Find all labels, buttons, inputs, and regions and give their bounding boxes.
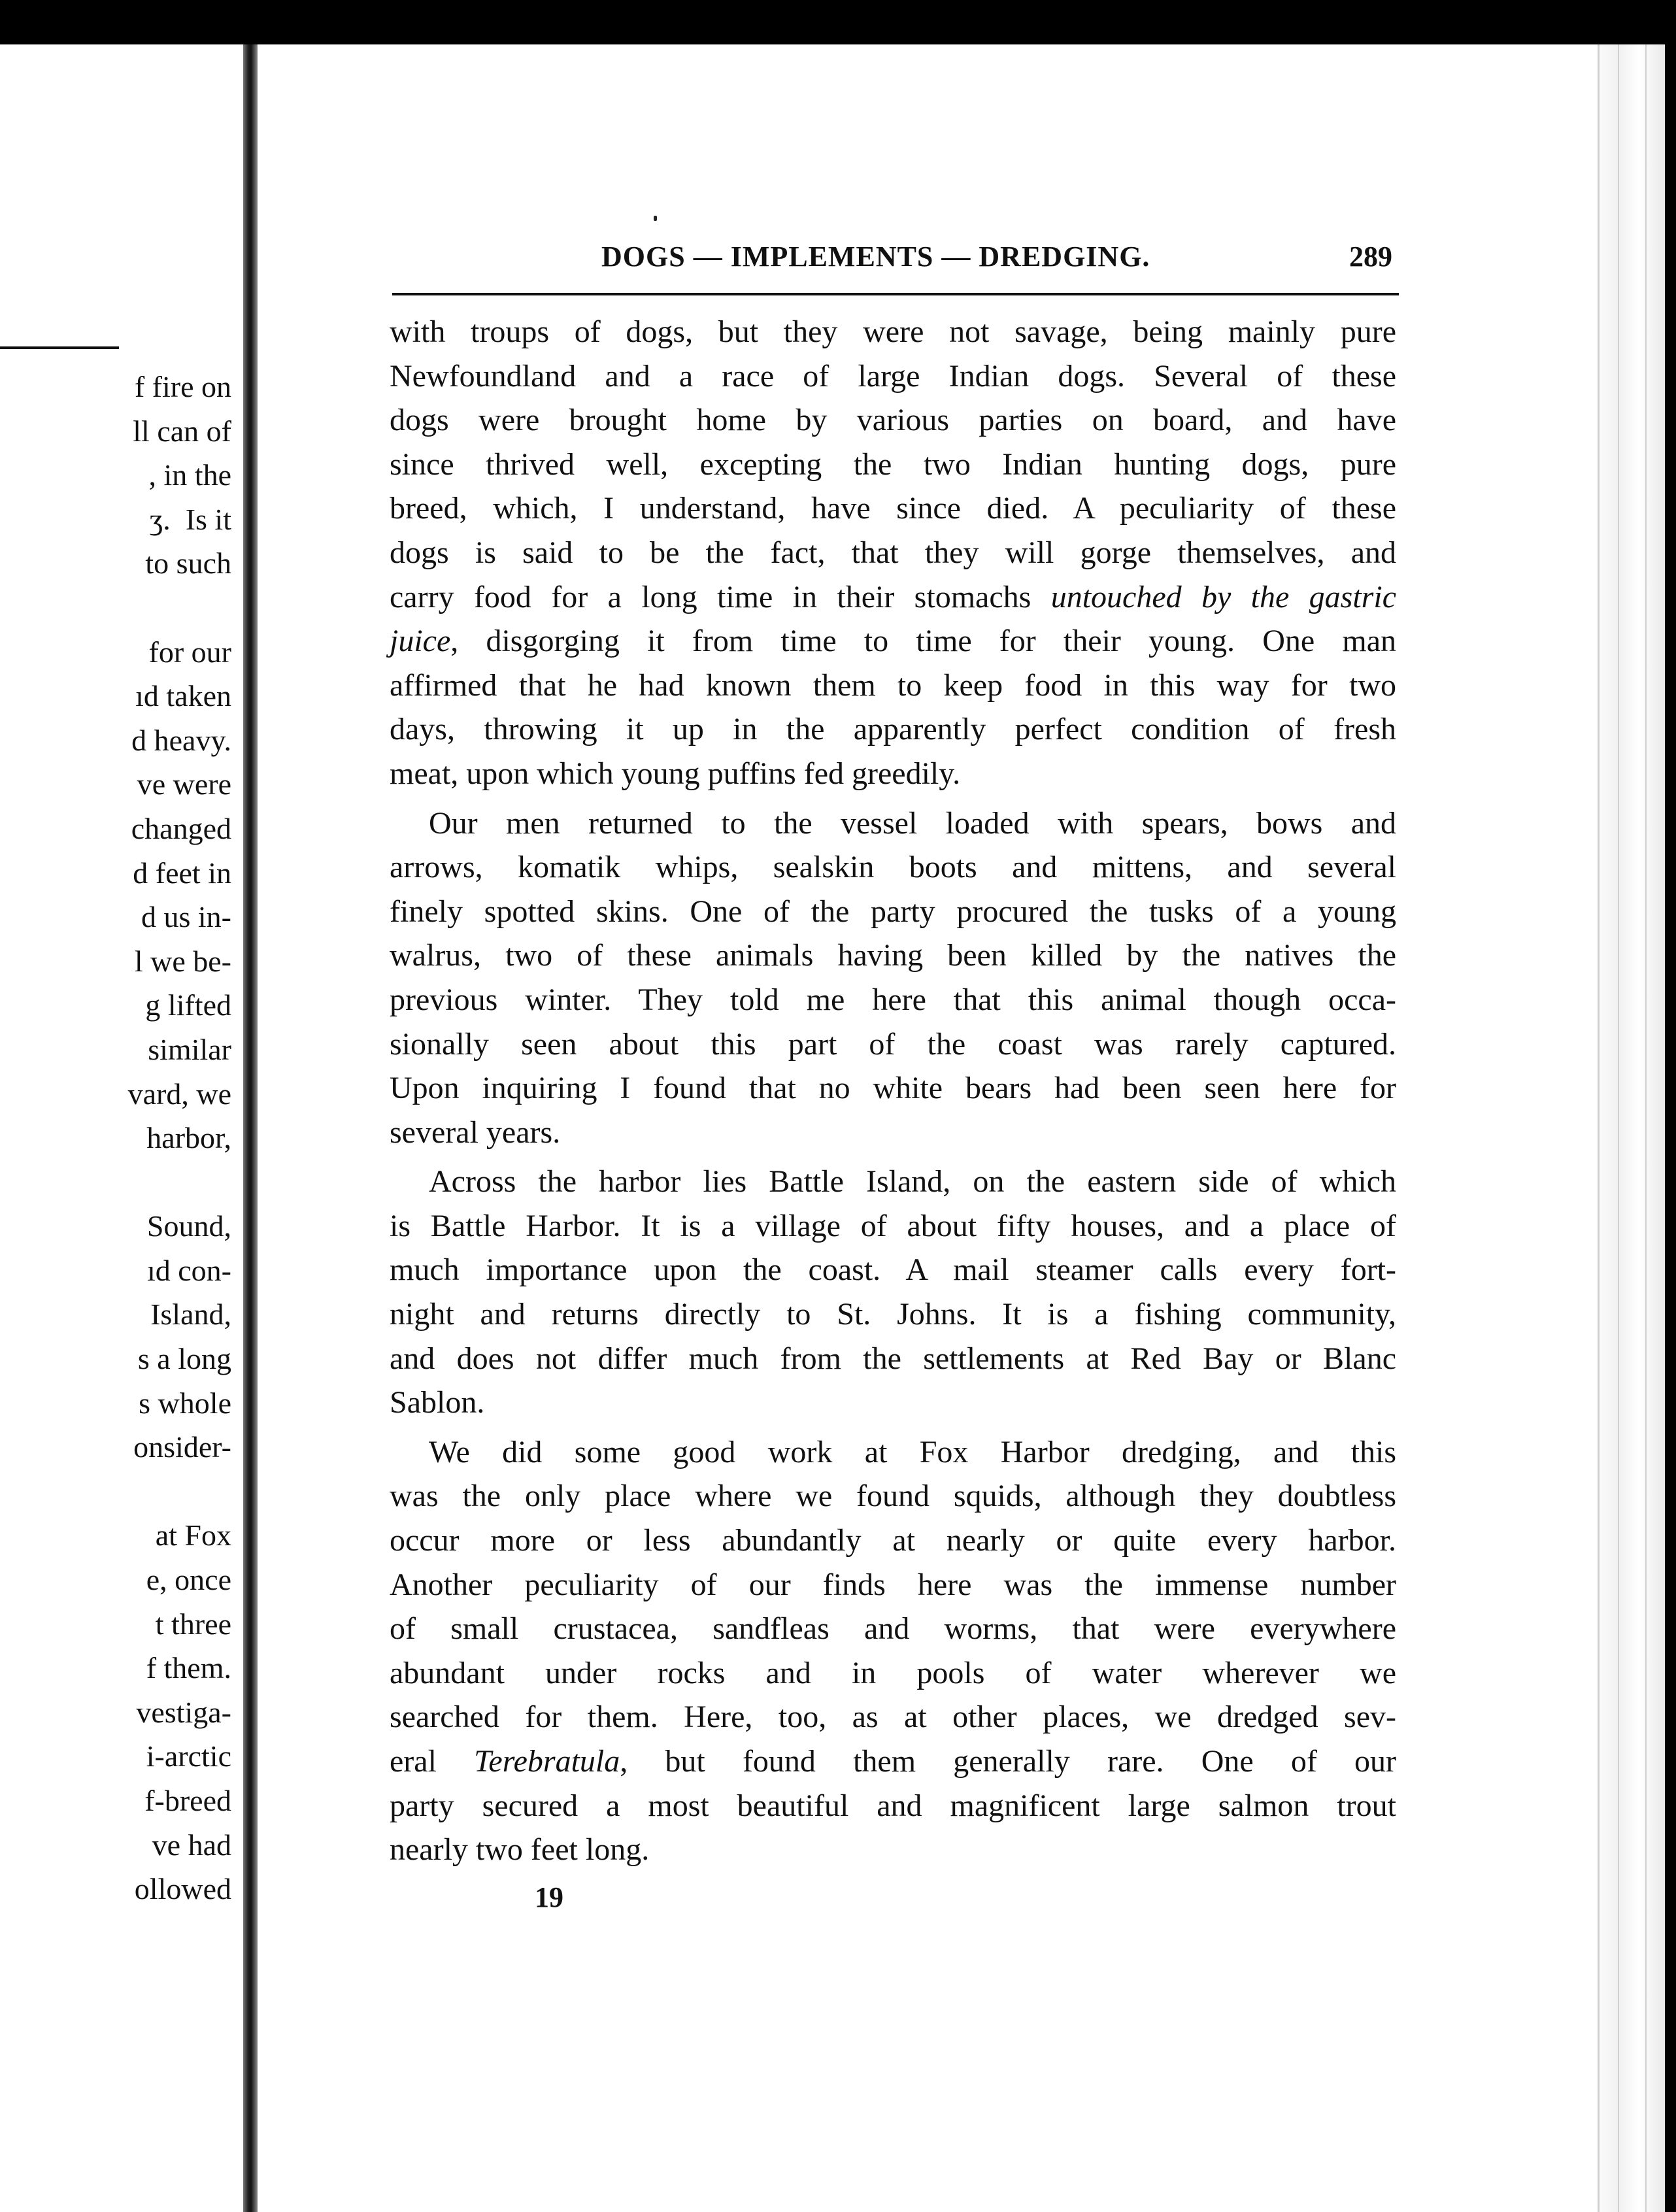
- facing-page-fragment: ollowed: [134, 1872, 231, 1906]
- paragraph-gap: [390, 1154, 1396, 1160]
- page-edge-line: [1618, 44, 1619, 2212]
- facing-page-fragment: onsider-: [133, 1430, 231, 1464]
- facing-page-fragment: ʒ. Is it: [149, 502, 231, 536]
- text-line: is Battle Harbor. It is a village of about fifty houses, and a place of: [390, 1208, 1396, 1243]
- text-line: several years.: [390, 1114, 561, 1150]
- text-line: finely spotted skins. One of the party procured the tusks of a young: [390, 894, 1396, 929]
- facing-page-fragment: [128, 1469, 231, 1514]
- text-line: eral Terebratula, but found them generally rare. One of our: [390, 1744, 1396, 1779]
- text-line: much importance upon the coast. A mail steamer calls every fort-: [390, 1252, 1396, 1288]
- text-line: Newfoundland and a race of large Indian dogs. Several of these: [390, 358, 1396, 394]
- text-line: days, throwing it up in the apparently perfect condition of fresh: [390, 712, 1396, 747]
- facing-page-fragment: vard, we: [127, 1077, 231, 1111]
- facing-page-fragment: [128, 586, 231, 630]
- scan-speck: [654, 216, 657, 221]
- signature-mark: 19: [535, 1881, 563, 1913]
- scan-top-border: [0, 0, 1676, 44]
- paragraph: [390, 801, 1396, 1155]
- facing-page-fragment: f fire on: [134, 370, 231, 403]
- text-line: of small crustacea, sandfleas and worms, that were everywhere: [390, 1611, 1396, 1647]
- text-line: Our men returned to the vessel loaded with spears, bows and: [429, 805, 1396, 841]
- facing-page-fragment: s a long: [137, 1342, 231, 1376]
- facing-page-fragment: d us in-: [141, 900, 231, 934]
- text-line: Across the harbor lies Battle Island, on the eastern side of which: [429, 1164, 1396, 1199]
- facing-page-fragment: vestiga-: [136, 1695, 231, 1729]
- paragraph: [390, 1430, 1396, 1872]
- text-line: affirmed that he had known them to keep food in this way for two: [390, 667, 1396, 703]
- facing-page-fragment: s whole: [139, 1386, 231, 1420]
- paragraph: [390, 310, 1396, 796]
- text-line: Another peculiarity of our finds here was the immense number: [390, 1567, 1396, 1602]
- paragraph-gap: [390, 796, 1396, 801]
- text-line: carry food for a long time in their stomachs untouched by the gastric: [390, 579, 1397, 614]
- facing-page-fragment: g lifted: [145, 988, 231, 1022]
- facing-page-fragment: , in the: [148, 458, 231, 492]
- text-line: with troups of dogs, but they were not savage, being mainly pure: [390, 314, 1396, 349]
- facing-page-fragment: [128, 1160, 231, 1205]
- italic-phrase: juice: [390, 624, 451, 659]
- facing-page-fragment: ıd con-: [146, 1253, 231, 1287]
- facing-page-fragment: i-arctic: [146, 1739, 231, 1773]
- facing-page-fragment: ve had: [152, 1828, 231, 1862]
- text-line: Sablon.: [390, 1385, 485, 1420]
- italic-phrase: Terebratula: [474, 1744, 620, 1779]
- running-head: [392, 235, 1399, 278]
- body-text: [390, 310, 1396, 1872]
- facing-page-fragment: t three: [155, 1607, 231, 1641]
- facing-page-left: [0, 44, 243, 2212]
- text-line: Upon inquiring I found that no white bears had been seen here for: [390, 1071, 1396, 1106]
- text-line: previous winter. They told me here that this animal though occa-: [390, 982, 1396, 1017]
- text-line: searched for them. Here, too, as at other places, we dredged sev-: [390, 1700, 1396, 1735]
- facing-page-fragment: d feet in: [133, 856, 231, 890]
- facing-page-fragment: f them.: [146, 1651, 231, 1685]
- facing-page-rule: [0, 346, 119, 349]
- text-line: nearly two feet long.: [390, 1832, 650, 1868]
- facing-page-fragment: harbor,: [146, 1121, 231, 1155]
- text-line: sionally seen about this part of the coast was rarely captured.: [390, 1026, 1396, 1062]
- text-line: walrus, two of these animals having been killed by the natives the: [390, 938, 1396, 973]
- text-line: party secured a most beautiful and magnificent large salmon trout: [390, 1788, 1396, 1823]
- facing-page-fragment: ll can of: [133, 414, 231, 448]
- facing-page-fragment: ve were: [137, 767, 231, 801]
- facing-page-text-fragments: [128, 365, 231, 1911]
- facing-page-fragment: changed: [131, 811, 231, 845]
- facing-page-fragment: for our: [148, 635, 231, 669]
- text-line: and does not differ much from the settlements at Red Bay or Blanc: [390, 1341, 1396, 1376]
- facing-page-fragment: d heavy.: [131, 723, 231, 757]
- text-line: juice, disgorging it from time to time for their young. One man: [390, 624, 1396, 659]
- text-line: meat, upon which young puffins fed greedily.: [390, 756, 961, 791]
- page-number: 289: [1349, 241, 1392, 273]
- facing-page-fragment: similar: [148, 1032, 231, 1066]
- page-edge-stack: [1598, 44, 1665, 2212]
- facing-page-fragment: Sound,: [146, 1209, 231, 1243]
- text-line: dogs is said to be the fact, that they will gorge themselves, and: [390, 535, 1396, 570]
- text-line: since thrived well, excepting the two Indian hunting dogs, pure: [390, 446, 1396, 482]
- text-line: night and returns directly to St. Johns. It is a fishing community,: [390, 1297, 1396, 1332]
- text-line: breed, which, I understand, have since died. A peculiarity of these: [390, 491, 1396, 526]
- facing-page-fragment: e, once: [146, 1563, 231, 1597]
- text-line: We did some good work at Fox Harbor dredging, and this: [429, 1434, 1396, 1469]
- facing-page-fragment: l we be-: [134, 944, 231, 978]
- text-line: was the only place where we found squids, although they doubtless: [390, 1479, 1396, 1514]
- italic-phrase: untouched by the gastric: [1050, 579, 1397, 614]
- facing-page-fragment: ıd taken: [135, 679, 231, 713]
- facing-page-fragment: to such: [145, 546, 231, 580]
- facing-page-fragment: f-breed: [144, 1784, 231, 1817]
- scan-right-border: [1663, 0, 1676, 2212]
- text-line: arrows, komatik whips, sealskin boots and mittens, and several: [390, 850, 1396, 885]
- header-rule: [392, 293, 1399, 295]
- text-line: dogs were brought home by various parties on board, and have: [390, 403, 1396, 438]
- facing-page-fragment: Island,: [150, 1298, 231, 1332]
- paragraph-gap: [390, 1425, 1396, 1430]
- book-gutter: [243, 44, 258, 2212]
- facing-page-fragment: at Fox: [155, 1518, 231, 1552]
- page-edge-line: [1645, 44, 1647, 2212]
- text-line: occur more or less abundantly at nearly or quite every harbor.: [390, 1523, 1396, 1558]
- text-line: abundant under rocks and in pools of water wherever we: [390, 1655, 1396, 1690]
- running-head-title: DOGS — IMPLEMENTS — DREDGING.: [601, 241, 1150, 273]
- paragraph: [390, 1160, 1396, 1425]
